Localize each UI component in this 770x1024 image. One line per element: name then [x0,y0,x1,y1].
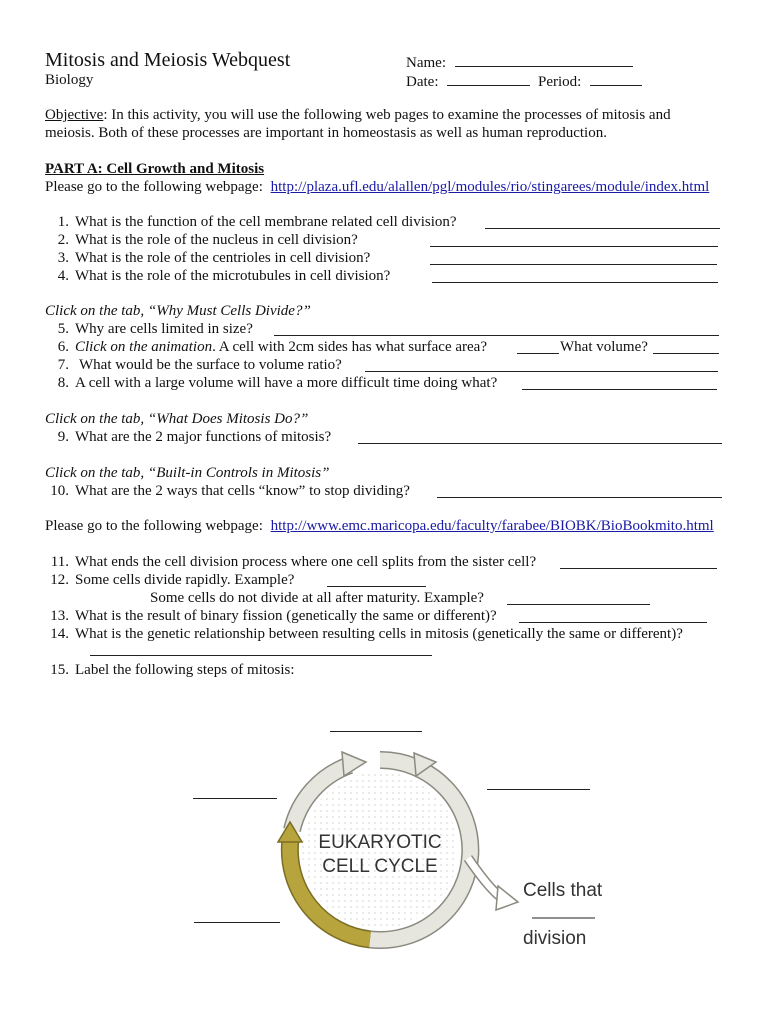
question-12b: Some cells do not divide at all after maturity. Example? [150,590,484,606]
webpage-link-2[interactable]: http://www.emc.maricopa.edu/faculty/farabee/BIOBK/BioBookmito.html [270,518,714,534]
name-blank[interactable] [455,52,633,67]
answer-line-14[interactable] [90,655,432,656]
question-9: 9. What are the 2 major functions of mitosis? [57,429,332,445]
volume-label: What volume? [560,339,648,355]
subject-label: Biology [45,72,94,88]
answer-line-3[interactable] [430,264,717,265]
label-blank-left-lower[interactable] [194,922,280,923]
question-2: 2. What is the role of the nucleus in cell division? [57,232,358,248]
objective-line-2: meiosis. Both of these processes are important in homeostasis as well as human reproduction. [45,125,607,141]
answer-line-12a[interactable] [327,586,426,587]
eukaryotic-cell-cycle-diagram [270,730,630,1020]
question-6: 6. Click on the animation. A cell with 2cm sides has what surface area? [57,339,487,355]
question-10: 10. What are the 2 ways that cells “know” to stop dividing? [50,483,410,499]
tab-instruction-3: Click on the tab, “Built-in Controls in Mitosis” [45,465,330,481]
objective-label: Objective [45,107,104,123]
answer-line-7[interactable] [365,371,718,372]
webpage-link-1[interactable]: http://plaza.ufl.edu/alallen/pgl/modules/rio/stingarees/module/index.html [270,179,710,195]
question-12: 12. Some cells divide rapidly. Example? [50,572,295,588]
side-text-line-3: division [523,928,587,949]
exit-arrowhead-icon [496,886,518,910]
cycle-center-line-2: CELL CYCLE [322,856,438,877]
cycle-center-line-1: EUKARYOTIC [318,832,442,853]
webpage-instruction-1: Please go to the following webpage: http://plaza.ufl.edu/alallen/pgl/modules/rio/stingarees/module/index.html [45,179,710,195]
answer-line-5[interactable] [274,335,719,336]
period-label: Period: [537,74,582,90]
answer-line-2[interactable] [430,246,718,247]
webpage-instruction-2: Please go to the following webpage: http://www.emc.maricopa.edu/faculty/farabee/BIOBK/BioBookmito.html [45,518,714,534]
tab-instruction-2: Click on the tab, “What Does Mitosis Do?” [45,411,309,427]
question-7: 7. What would be the surface to volume ratio? [57,357,342,373]
label-blank-left-upper[interactable] [193,798,277,799]
answer-line-4[interactable] [432,282,718,283]
question-5: 5. Why are cells limited in size? [57,321,253,337]
question-11: 11. What ends the cell division process where one cell splits from the sister cell? [50,554,537,570]
question-13: 13. What is the result of binary fission (genetically the same or different)? [50,608,497,624]
date-label: Date: [406,74,439,90]
page-title: Mitosis and Meiosis Webquest [45,49,291,71]
tab-instruction-1: Click on the tab, “Why Must Cells Divide?” [45,303,311,319]
objective-line-1: Objective: In this activity, you will use the following web pages to examine the processes of mitosis and [45,107,671,123]
answer-line-10[interactable] [437,497,722,498]
question-8: 8. A cell with a large volume will have a more difficult time doing what? [57,375,498,391]
side-text-line-1: Cells that [523,880,603,901]
answer-line-8[interactable] [522,389,717,390]
animation-link-text: Click on the animation [75,339,213,355]
date-blank[interactable] [447,71,530,86]
answer-line-1[interactable] [485,228,720,229]
answer-line-12b[interactable] [507,604,650,605]
period-blank[interactable] [590,71,642,86]
part-a-heading: PART A: Cell Growth and Mitosis [45,161,265,177]
name-row [406,52,633,72]
answer-line-13[interactable] [519,622,707,623]
answer-line-9[interactable] [358,443,722,444]
arrowhead-top-icon [342,752,366,776]
question-1: 1. What is the function of the cell membrane related cell division? [57,214,457,230]
answer-line-6b[interactable] [653,353,719,354]
question-4: 4. What is the role of the microtubules in cell division? [57,268,391,284]
date-period-row [406,71,642,91]
answer-line-6a[interactable] [517,353,559,354]
answer-line-11[interactable] [560,568,717,569]
question-14: 14. What is the genetic relationship between resulting cells in mitosis (genetically the same or different)? [50,626,683,642]
question-15: 15. Label the following steps of mitosis: [50,662,295,678]
name-label: Name: [406,55,446,71]
question-3: 3. What is the role of the centrioles in cell division? [57,250,371,266]
